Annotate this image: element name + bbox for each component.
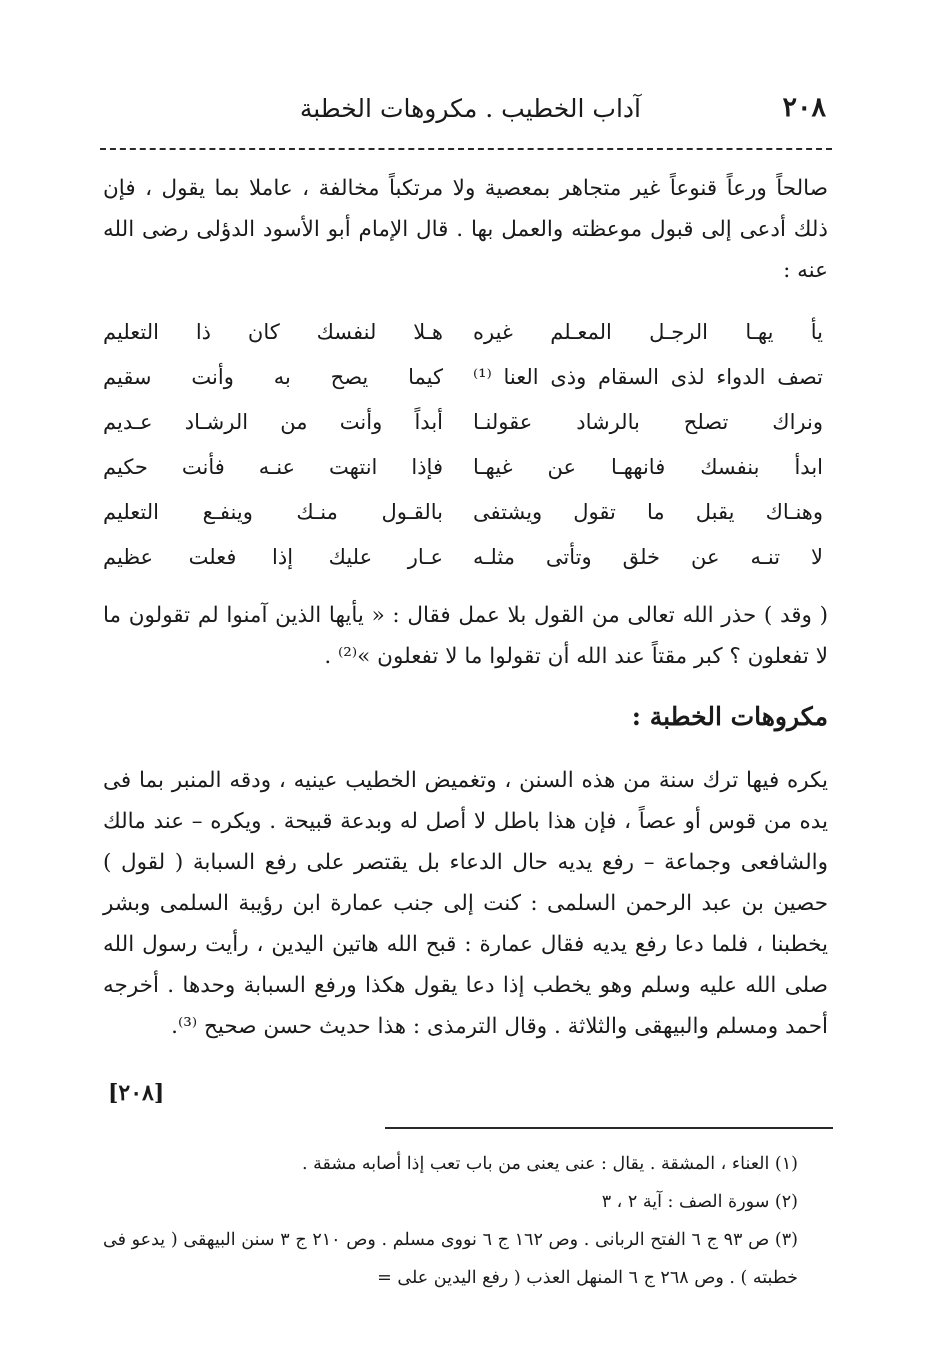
marginal-page-reference: [٢٠٨] xyxy=(108,1080,165,1106)
poem-verse xyxy=(103,537,828,582)
verse-second-hemistich: أبداً وأنت من الرشـاد عـديم xyxy=(103,410,443,434)
poem-verse xyxy=(103,447,828,492)
verse-second-hemistich: فإذا انتهت عنـه فأنت حكيم xyxy=(103,455,443,479)
poem-verse xyxy=(103,492,828,537)
page-header xyxy=(96,92,826,136)
footnote-1: (١) العناء ، المشقة . يقال : عنى يعنى من باب تعب إذا أصابه مشقة . xyxy=(302,1154,798,1174)
header-divider xyxy=(100,148,832,150)
section-heading: مكروهات الخطبة : xyxy=(631,702,828,731)
poem-verse xyxy=(103,402,828,447)
footnote-3: (٣) ص ٩٣ ج ٦ الفتح الربانى . وص ١٦٢ ج ٦ نووى مسلم . وص ٢١٠ ج ٣ سنن البيهقى ( يدعو فى خطبته ) . وص ٢٦٨ ج ٦ المنهل العذب ( رفع اليدين على = xyxy=(103,1230,798,1288)
verse-second-hemistich: هـلا لنفسك كان ذا التعليم xyxy=(103,320,443,344)
poem xyxy=(103,312,828,582)
footnotes xyxy=(103,1145,828,1297)
verse-first-hemistich: يأ يهـا الرجـل المعـلم غيره xyxy=(473,320,823,344)
poem-verse xyxy=(103,312,828,357)
intro-paragraph: صالحاً ورعاً قنوعاً غير متجاهر بمعصية ولا مرتكباً مخالفة ، عاملا بما يقول ، فإن ذلك أدعى إلى قبول موعظته والعمل بها . قال الإمام أبو الأسود الدؤلى رضى الله عنه : xyxy=(103,176,828,283)
verse-first-hemistich: وهنـاك يقبل ما تقول ويشتفى xyxy=(473,500,823,524)
footnote-2: (٢) سورة الصف : آية ٢ ، ٣ xyxy=(601,1192,798,1212)
verse-second-hemistich: بالقـول منـك وينفـع التعليم xyxy=(103,500,443,524)
verse-first-hemistich: ابدأ بنفسك فانههـا عن غيهـا xyxy=(473,455,823,479)
after-poem-paragraph: ( وقد ) حذر الله تعالى من القول بلا عمل فقال : « يأيها الذين آمنوا لم تقولون ما لا تفعلون ؟ كبر مقتاً عند الله أن تقولوا ما لا تفعلون »⁽²⁾ . xyxy=(103,603,828,669)
section-paragraph: يكره فيها ترك سنة من هذه السنن ، وتغميض الخطيب عينيه ، ودقه المنبر بما فى يده من قوس أو عصاً ، فإن هذا باطل لا أصل له وبدعة قبيحة . ويكره – عند مالك والشافعى وجماعة – رفع يديه حال الدعاء بل يقتصر على رفع السبابة ( لقول ) حصين بن عبد الرحمن السلمى : كنت إلى جنب عمارة ابن رؤيبة السلمى وبشر يخطبنا ، فلما دعا رفع يديه فقال عمارة : قبح الله هاتين اليدين ، رأيت رسول الله صلى الله عليه وسلم وهو يخطب إذا دعا يقول هكذا ورفع السبابة وحدها . أخرجه أحمد ومسلم والبيهقى والثلاثة . وقال الترمذى : هذا حديث حسن صحيح ⁽³⁾. xyxy=(103,768,828,1039)
verse-first-hemistich: لا تنـه عن خلق وتأتى مثلـه xyxy=(473,545,823,569)
verse-first-hemistich: تصف الدواء لذى السقام وذى العنا ⁽¹⁾ xyxy=(473,365,823,389)
verse-second-hemistich: عـار عليك إذا فعلت عظيم xyxy=(103,545,443,569)
running-title: آداب الخطيب . مكروهات الخطبة xyxy=(299,94,641,123)
page-number: ٢٠٨ xyxy=(782,92,826,123)
verse-first-hemistich: ونراك تصلح بالرشاد عقولنـا xyxy=(473,410,823,434)
verse-second-hemistich: كيما يصح به وأنت سقيم xyxy=(103,365,443,389)
poem-verse xyxy=(103,357,828,402)
footnote-divider xyxy=(385,1127,833,1129)
